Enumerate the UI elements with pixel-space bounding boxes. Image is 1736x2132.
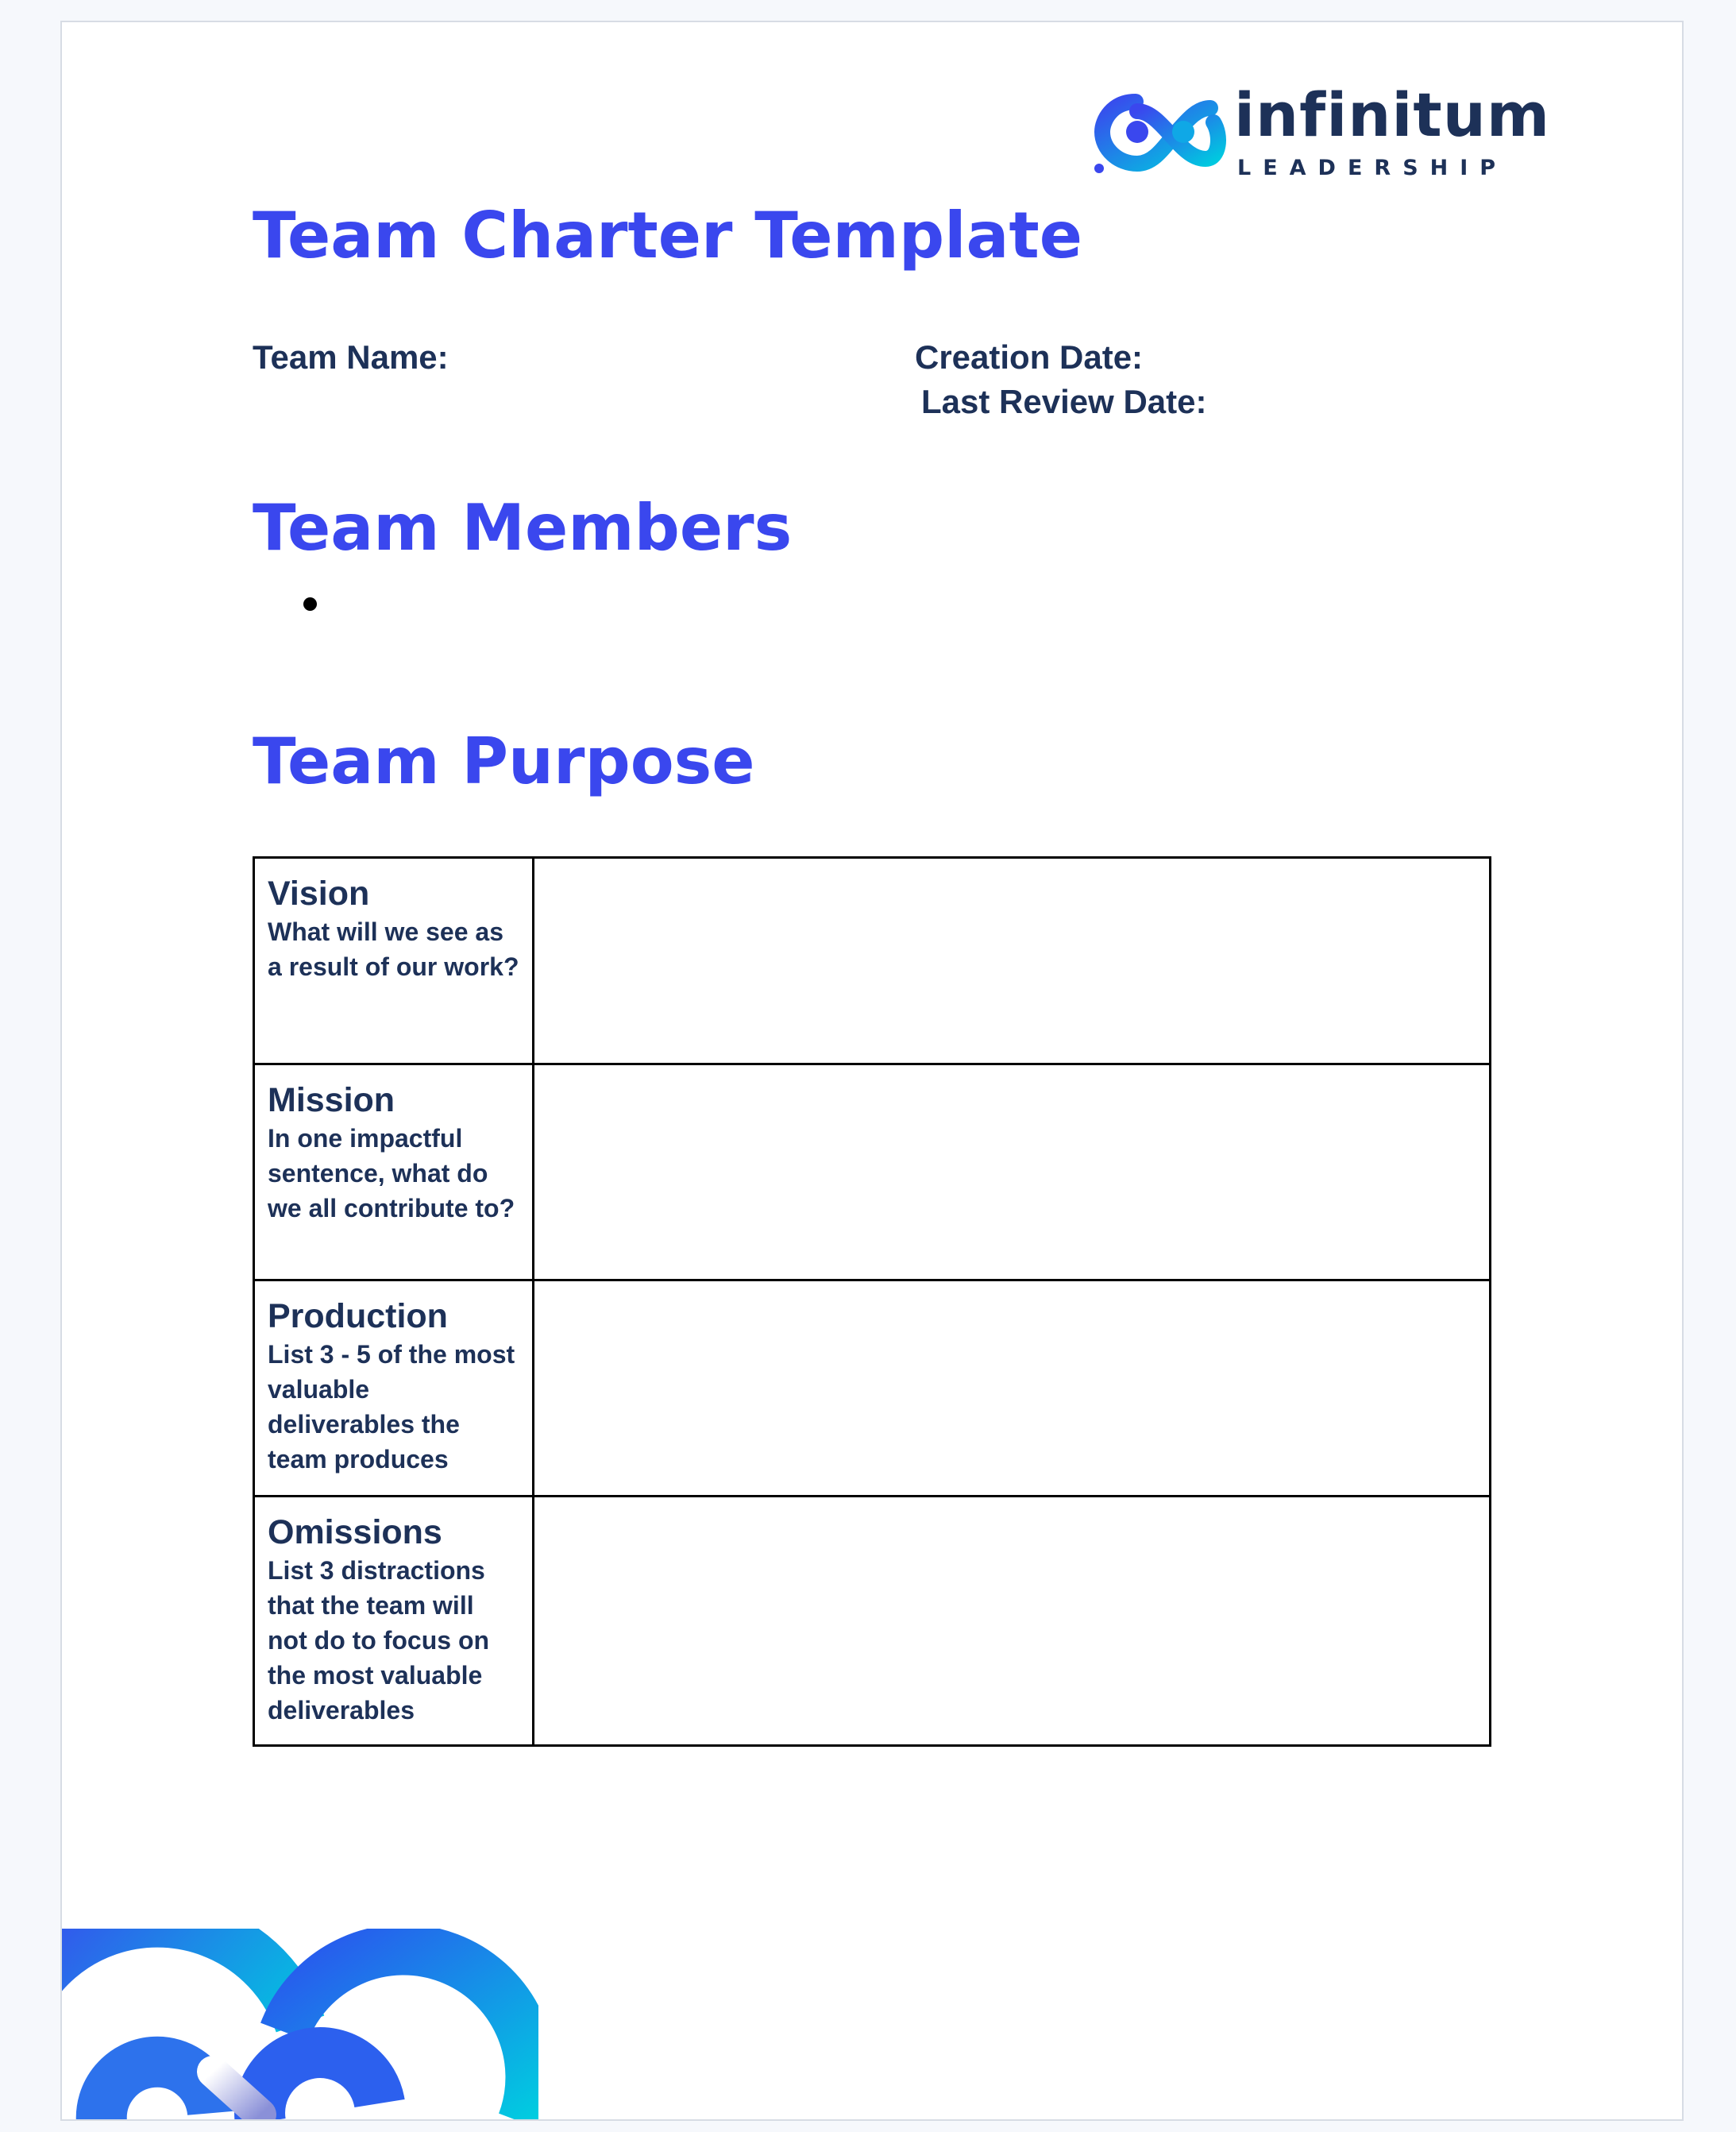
creation-date-label: Creation Date: — [915, 338, 1144, 376]
decorative-infinity-icon — [62, 1929, 538, 2121]
vision-input-cell[interactable] — [534, 858, 1491, 1064]
mission-title: Mission — [268, 1081, 395, 1119]
team-name-label: Team Name: — [253, 338, 449, 376]
document-page — [60, 21, 1684, 2121]
last-review-date-label: Last Review Date: — [921, 383, 1207, 420]
omissions-input-cell[interactable] — [534, 1497, 1491, 1746]
mission-description: In one impactful sentence, what do we all contribute to? — [268, 1124, 515, 1222]
vision-label-cell — [254, 858, 534, 1064]
document-title: Team Charter Template — [253, 199, 1083, 272]
logo-tagline: LEADERSHIP — [1237, 156, 1508, 180]
table-row-mission — [254, 1064, 1491, 1280]
infinitum-logo — [1094, 79, 1571, 189]
omissions-description: List 3 distractions that the team will not do to focus on the most valuable deliverables — [268, 1556, 490, 1725]
production-input-cell[interactable] — [534, 1280, 1491, 1497]
table-row-omissions — [254, 1497, 1491, 1746]
vision-title: Vision — [268, 875, 370, 913]
mission-label-cell — [254, 1064, 534, 1280]
mission-input-cell[interactable] — [534, 1064, 1491, 1280]
omissions-title: Omissions — [268, 1513, 442, 1551]
omissions-label-cell — [254, 1497, 534, 1746]
logo-wordmark: infinitum — [1234, 79, 1551, 150]
production-title: Production — [268, 1297, 448, 1335]
table-row-production — [254, 1280, 1491, 1497]
production-description: List 3 - 5 of the most valuable deliverables the team produces — [268, 1340, 515, 1473]
production-label-cell — [254, 1280, 534, 1497]
team-purpose-table — [253, 856, 1491, 1747]
vision-description: What will we see as a result of our work? — [268, 917, 519, 981]
table-row-vision — [254, 858, 1491, 1064]
team-purpose-heading: Team Purpose — [253, 724, 755, 798]
team-member-bullet — [303, 597, 317, 611]
infinity-logo-icon — [1094, 87, 1226, 176]
team-members-heading: Team Members — [253, 491, 793, 565]
